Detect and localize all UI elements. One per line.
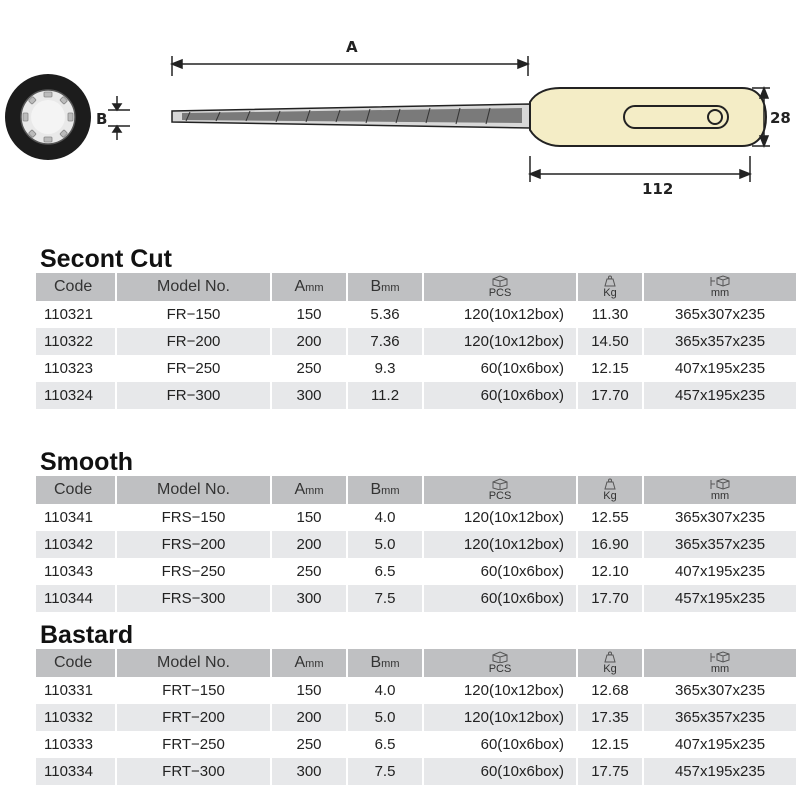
cell-code: 110321 — [44, 306, 93, 323]
carton-size-icon — [709, 651, 731, 663]
cell-model: FR−150 — [116, 301, 271, 328]
cell-size: 365x307x235 — [643, 504, 796, 531]
cell-b: 7.5 — [347, 585, 423, 612]
cell-b: 7.5 — [347, 758, 423, 785]
cell-size: 457x195x235 — [643, 758, 796, 785]
cell-kg: 12.15 — [577, 731, 643, 758]
table-row — [36, 382, 796, 409]
cell-size: 365x357x235 — [643, 328, 796, 355]
header-a: Amm — [271, 273, 347, 301]
table-row — [36, 504, 796, 531]
cell-code: 110322 — [36, 328, 116, 355]
cell-kg: 11.30 — [577, 301, 643, 328]
header-a: Amm — [271, 476, 347, 504]
cell-code: 110333 — [44, 736, 93, 753]
cell-b: 6.5 — [347, 731, 423, 758]
header-code: Code — [36, 273, 116, 301]
cell-model: FRS−250 — [116, 558, 271, 585]
header-pcs: PCS — [423, 476, 577, 504]
cell-b: 6.5 — [347, 558, 423, 585]
table-row — [36, 355, 796, 382]
cell-model: FR−250 — [116, 355, 271, 382]
cell-kg: 17.70 — [577, 585, 643, 612]
cell-model: FR−300 — [116, 382, 271, 409]
cell-pcs: 60(10x6box) — [423, 758, 577, 785]
cell-a: 250 — [271, 355, 347, 382]
cell-a: 150 — [271, 301, 347, 328]
table-row — [36, 677, 796, 704]
cell-size: 365x307x235 — [643, 301, 796, 328]
header-kg: Kg — [577, 273, 643, 301]
cell-pcs: 60(10x6box) — [423, 382, 577, 409]
cell-pcs: 120(10x12box) — [423, 328, 577, 355]
dimension-b-label: B — [96, 110, 108, 128]
cell-size: 407x195x235 — [643, 355, 796, 382]
section-title: Smooth — [40, 448, 134, 476]
carton-size-icon — [709, 478, 731, 490]
cell-a: 200 — [271, 704, 347, 731]
header-b: Bmm — [347, 476, 423, 504]
table-header-row — [36, 649, 796, 677]
table-header-row — [36, 476, 796, 504]
table-row — [36, 585, 796, 612]
table-row — [36, 704, 796, 731]
dimension-length — [530, 156, 750, 182]
box-icon — [490, 651, 510, 663]
cell-kg: 17.35 — [577, 704, 643, 731]
table-row — [36, 328, 796, 355]
cell-kg: 17.70 — [577, 382, 643, 409]
table-row — [36, 731, 796, 758]
header-size: mm — [643, 476, 796, 504]
cell-b: 9.3 — [347, 355, 423, 382]
dimension-a-label: A — [346, 38, 358, 56]
box-icon — [490, 275, 510, 287]
cell-code: 110342 — [36, 531, 116, 558]
cell-a: 150 — [271, 677, 347, 704]
header-model: Model No. — [116, 476, 271, 504]
cell-b: 11.2 — [347, 382, 423, 409]
cell-size: 365x307x235 — [643, 677, 796, 704]
file-handle — [530, 88, 766, 146]
table-row — [36, 558, 796, 585]
header-size: mm — [643, 273, 796, 301]
cell-model: FRS−200 — [116, 531, 271, 558]
cell-b: 4.0 — [347, 677, 423, 704]
header-b: Bmm — [347, 649, 423, 677]
cross-section-view — [5, 74, 91, 160]
dimension-height-label: 28 — [770, 109, 791, 127]
cell-b: 4.0 — [347, 504, 423, 531]
cell-model: FRS−300 — [116, 585, 271, 612]
cell-pcs: 120(10x12box) — [423, 504, 577, 531]
carton-size-icon — [709, 275, 731, 287]
weight-icon — [600, 478, 620, 490]
file-diagram — [0, 0, 800, 240]
cell-b: 5.0 — [347, 704, 423, 731]
cell-pcs: 60(10x6box) — [423, 731, 577, 758]
dimension-b — [108, 96, 130, 140]
section-title: Secont Cut — [40, 245, 172, 273]
header-code: Code — [36, 476, 116, 504]
cell-size: 407x195x235 — [643, 731, 796, 758]
file-blade — [172, 104, 530, 128]
cell-code: 110331 — [44, 682, 93, 699]
cell-a: 300 — [271, 382, 347, 409]
dimension-length-label: 112 — [642, 180, 674, 198]
cell-code: 110332 — [36, 704, 116, 731]
header-a: Amm — [271, 649, 347, 677]
dimension-a — [172, 56, 528, 76]
cell-model: FRT−250 — [116, 731, 271, 758]
cell-model: FRT−300 — [116, 758, 271, 785]
cell-kg: 12.68 — [577, 677, 643, 704]
spec-table — [36, 273, 796, 409]
cell-b: 5.0 — [347, 531, 423, 558]
header-pcs: PCS — [423, 649, 577, 677]
cell-size: 365x357x235 — [643, 704, 796, 731]
cell-a: 300 — [271, 758, 347, 785]
cell-model: FRT−150 — [116, 677, 271, 704]
cell-a: 200 — [271, 531, 347, 558]
cell-pcs: 120(10x12box) — [423, 677, 577, 704]
header-kg: Kg — [577, 476, 643, 504]
cell-size: 365x357x235 — [643, 531, 796, 558]
header-b: Bmm — [347, 273, 423, 301]
cell-pcs: 120(10x12box) — [423, 301, 577, 328]
cell-kg: 14.50 — [577, 328, 643, 355]
cell-pcs: 120(10x12box) — [423, 531, 577, 558]
cell-pcs: 60(10x6box) — [423, 355, 577, 382]
cell-code: 110343 — [44, 563, 93, 580]
cell-kg: 12.15 — [577, 355, 643, 382]
section-title: Bastard — [40, 621, 134, 649]
cell-a: 250 — [271, 731, 347, 758]
cell-size: 407x195x235 — [643, 558, 796, 585]
cell-b: 5.36 — [347, 301, 423, 328]
cell-kg: 17.75 — [577, 758, 643, 785]
cell-kg: 16.90 — [577, 531, 643, 558]
cell-kg: 12.55 — [577, 504, 643, 531]
header-size: mm — [643, 649, 796, 677]
spec-table — [36, 476, 796, 612]
cell-code: 110324 — [36, 382, 116, 409]
cell-a: 250 — [271, 558, 347, 585]
table-row — [36, 301, 796, 328]
cell-a: 300 — [271, 585, 347, 612]
table-row — [36, 531, 796, 558]
header-pcs: PCS — [423, 273, 577, 301]
spec-table — [36, 649, 796, 785]
cell-code: 110323 — [44, 360, 93, 377]
cell-size: 457x195x235 — [643, 382, 796, 409]
header-kg: Kg — [577, 649, 643, 677]
cell-code: 110341 — [44, 509, 93, 526]
cell-size: 457x195x235 — [643, 585, 796, 612]
cell-b: 7.36 — [347, 328, 423, 355]
table-row — [36, 758, 796, 785]
cell-model: FR−200 — [116, 328, 271, 355]
cell-code: 110344 — [36, 585, 116, 612]
header-model: Model No. — [116, 273, 271, 301]
table-header-row — [36, 273, 796, 301]
cell-pcs: 120(10x12box) — [423, 704, 577, 731]
header-model: Model No. — [116, 649, 271, 677]
cell-a: 200 — [271, 328, 347, 355]
weight-icon — [600, 275, 620, 287]
cell-model: FRT−200 — [116, 704, 271, 731]
cell-model: FRS−150 — [116, 504, 271, 531]
cell-pcs: 60(10x6box) — [423, 585, 577, 612]
cell-kg: 12.10 — [577, 558, 643, 585]
box-icon — [490, 478, 510, 490]
cell-a: 150 — [271, 504, 347, 531]
cell-pcs: 60(10x6box) — [423, 558, 577, 585]
cell-code: 110334 — [36, 758, 116, 785]
weight-icon — [600, 651, 620, 663]
header-code: Code — [36, 649, 116, 677]
